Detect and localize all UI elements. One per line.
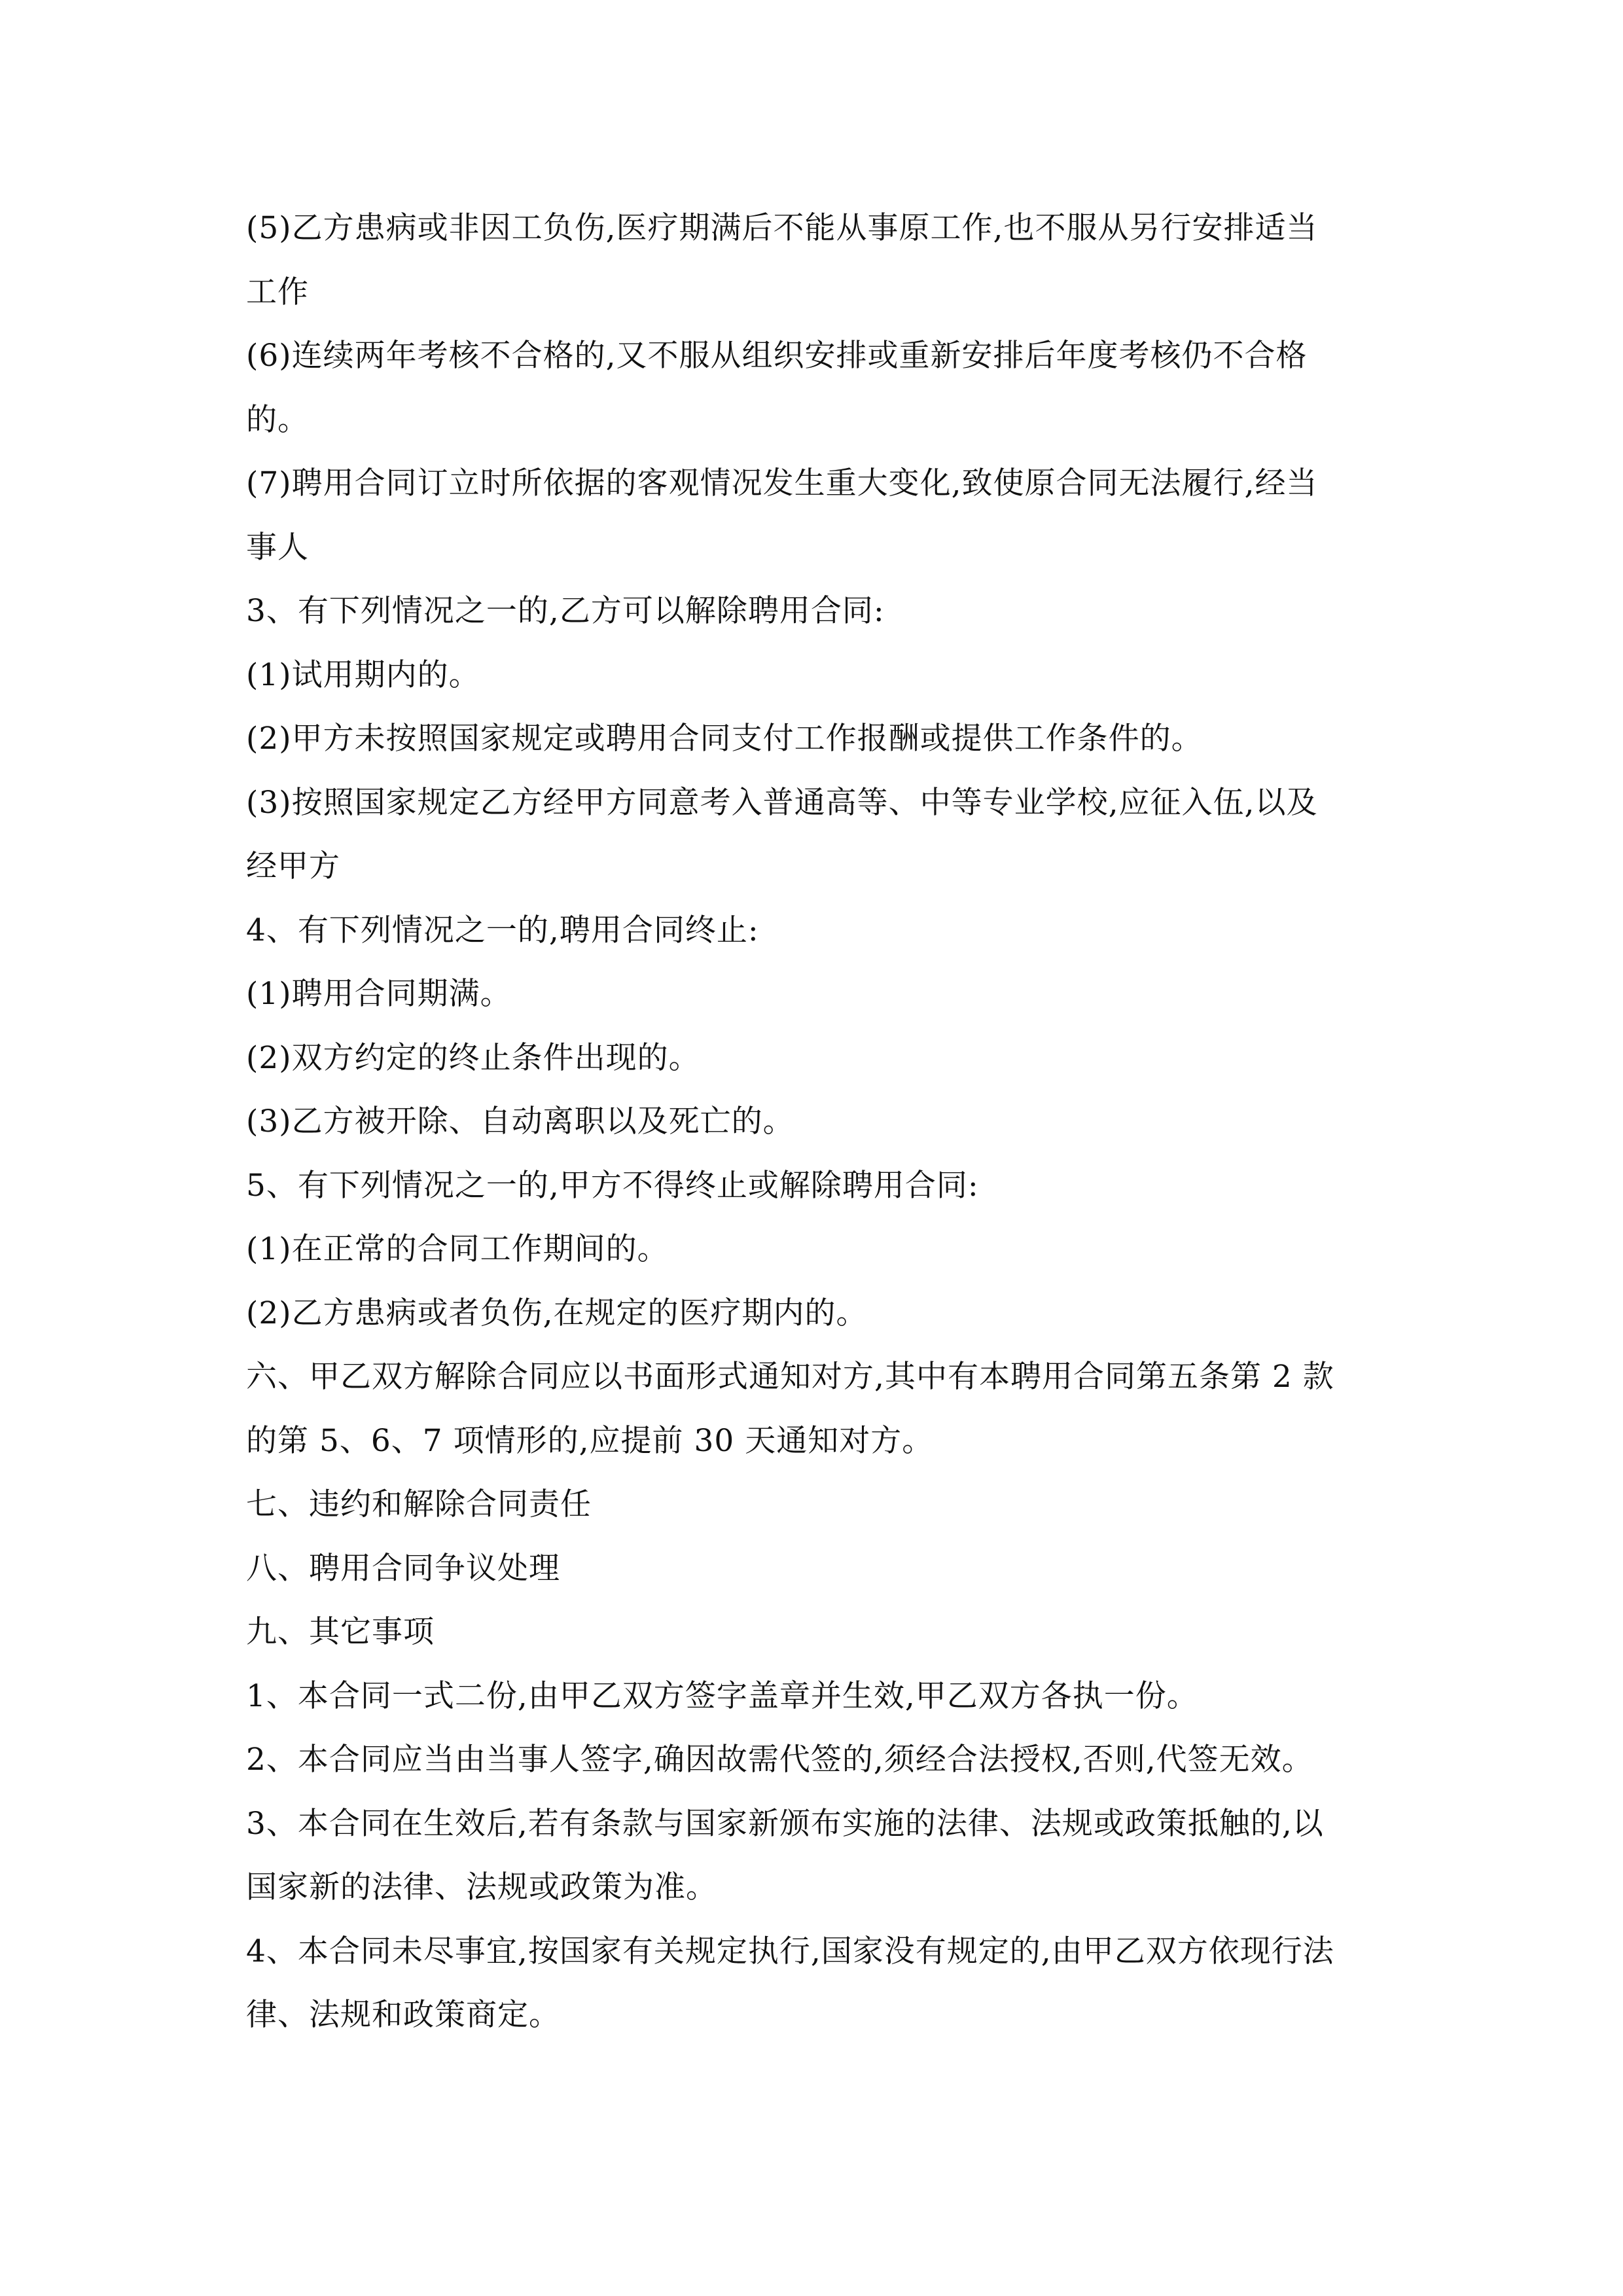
- text-line: 的第 5、6、7 项情形的,应提前 30 天通知对方。: [246, 1422, 934, 1459]
- text-line: 2、本合同应当由当事人签字,确因故需代签的,须经合法授权,否则,代签无效。: [246, 1742, 1313, 1778]
- clause-heading: 4、有下列情况之一的,聘用合同终止:: [246, 912, 759, 948]
- text-line: 3、本合同在生效后,若有条款与国家新颁布实施的法律、法规或政策抵触的,以: [246, 1805, 1324, 1842]
- section-heading: 六、甲乙双方解除合同应以书面形式通知对方,其中有本聘用合同第五条第 2 款: [246, 1359, 1334, 1395]
- text-line: (1)在正常的合同工作期间的。: [246, 1231, 669, 1267]
- document-body: [246, 196, 1385, 2047]
- text-line: 事人: [246, 529, 309, 565]
- text-line: (3)按照国家规定乙方经甲方同意考入普通高等、中等专业学校,应征入伍,以及: [246, 784, 1318, 821]
- clause-heading: 5、有下列情况之一的,甲方不得终止或解除聘用合同:: [246, 1167, 979, 1204]
- text-line: 的。: [246, 401, 309, 438]
- text-line: 律、法规和政策商定。: [246, 1997, 560, 2033]
- text-line: 4、本合同未尽事宜,按国家有关规定执行,国家没有规定的,由甲乙双方依现行法: [246, 1933, 1334, 1969]
- text-line: (2)双方约定的终止条件出现的。: [246, 1039, 700, 1076]
- clause-heading: 3、有下列情况之一的,乙方可以解除聘用合同:: [246, 593, 885, 629]
- section-heading: 八、聘用合同争议处理: [246, 1550, 560, 1587]
- text-line: 1、本合同一式二份,由甲乙双方签字盖章并生效,甲乙双方各执一份。: [246, 1677, 1198, 1714]
- text-line: (2)甲方未按照国家规定或聘用合同支付工作报酬或提供工作条件的。: [246, 721, 1203, 757]
- text-line: 经甲方: [246, 848, 340, 884]
- text-line: (1)聘用合同期满。: [246, 976, 512, 1012]
- section-heading: 七、违约和解除合同责任: [246, 1486, 592, 1522]
- text-line: (2)乙方患病或者负伤,在规定的医疗期内的。: [246, 1295, 868, 1331]
- text-line: (6)连续两年考核不合格的,又不服从组织安排或重新安排后年度考核仍不合格: [246, 338, 1308, 374]
- text-line: 国家新的法律、法规或政策为准。: [246, 1869, 717, 1905]
- text-line: (7)聘用合同订立时所依据的客观情况发生重大变化,致使原合同无法履行,经当: [246, 465, 1318, 501]
- text-line: (5)乙方患病或非因工负伤,医疗期满后不能从事原工作,也不服从另行安排适当: [246, 210, 1318, 246]
- section-heading: 九、其它事项: [246, 1614, 435, 1650]
- text-line: (1)试用期内的。: [246, 656, 480, 693]
- text-line: 工作: [246, 274, 309, 310]
- text-line: (3)乙方被开除、自动离职以及死亡的。: [246, 1103, 794, 1139]
